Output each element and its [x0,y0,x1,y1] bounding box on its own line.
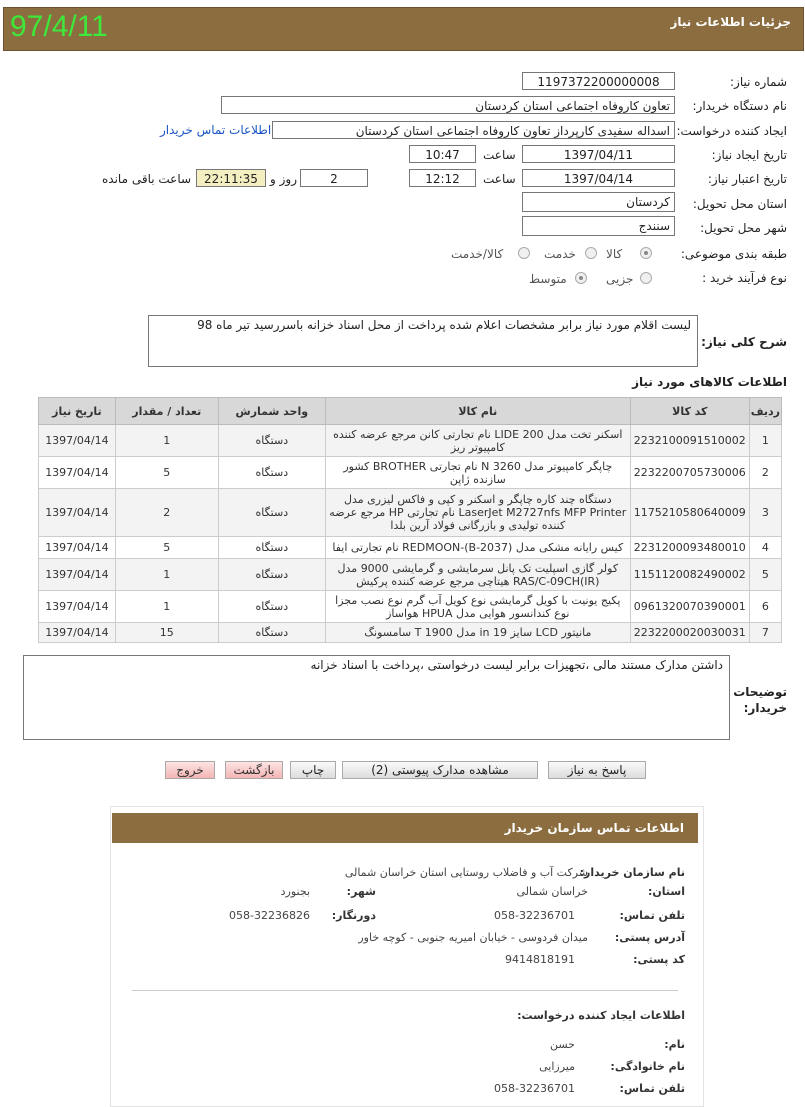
cell-unit: دستگاه [218,537,325,559]
category-goods-label: کالا [606,247,623,261]
cell-date: 1397/04/14 [39,591,116,623]
creator-family-label: نام خانوادگی: [610,1060,685,1073]
category-radio-goods-service[interactable] [518,247,530,259]
cell-qty: 1 [115,559,218,591]
province-label: استان محل تحویل: [692,197,787,211]
buyer-contact-link[interactable]: اطلاعات تماس خریدار [160,123,272,137]
buyer-notes-field: داشتن مدارک مستند مالی ،تجهیزات برابر لیست درخواستی ،پرداخت با اسناد خزانه [23,655,730,740]
cell-row: 6 [749,591,781,623]
cell-unit: دستگاه [218,559,325,591]
header-date: 97/4/11 [10,10,108,43]
validity-date-field: 1397/04/14 [522,169,675,187]
org-value: شرکت آب و فاضلاب روستایی استان خراسان شمالی [344,866,588,879]
cell-date: 1397/04/14 [39,537,116,559]
col-unit: واحد شمارش [218,398,325,425]
cell-qty: 5 [115,537,218,559]
cell-code: 1175210580640009 [630,489,749,537]
back-button[interactable]: بازگشت [225,761,283,779]
contact-panel-title: اطلاعات تماس سازمان خریدار [504,821,684,835]
process-radio-minor[interactable] [640,272,652,284]
table-row [39,457,782,489]
need-number-label: شماره نیاز: [730,75,787,89]
panel-postal-value: 9414818191 [505,953,575,966]
col-name: نام کالا [325,398,630,425]
print-button[interactable]: چاپ [290,761,336,779]
attachments-button[interactable]: مشاهده مدارک پیوستی (2) [342,761,538,779]
table-row [39,623,782,643]
buyer-org-label: نام دستگاه خریدار: [692,99,787,113]
cell-unit: دستگاه [218,623,325,643]
col-row: ردیف [749,398,781,425]
creator-name-label: نام: [664,1038,685,1051]
cell-date: 1397/04/14 [39,559,116,591]
created-time-field: 10:47 [409,145,476,163]
creator-family-value: میرزایی [539,1060,575,1073]
days-label: روز و [270,172,297,186]
cell-name: اسکنر تخت مدل LIDE 200 نام تجارتی کانن مرجع عرضه کننده کامپیوتر ریز [325,425,630,457]
description-field: لیست اقلام مورد نیاز برابر مشخصات اعلام شده پرداخت از محل اسناد خزانه باسررسید تیر ماه 98 [148,315,698,367]
panel-province-label: استان: [648,885,685,898]
panel-city-label: شهر: [346,885,376,898]
reply-button[interactable]: پاسخ به نیاز [548,761,646,779]
cell-date: 1397/04/14 [39,489,116,537]
created-date-field: 1397/04/11 [522,145,675,163]
panel-province-value: خراسان شمالی [516,885,588,898]
cell-code: 2232200020030031 [630,623,749,643]
province-field: کردستان [522,192,675,212]
items-table [38,397,782,643]
panel-postal-label: کد پستی: [633,953,685,966]
validity-date-label: تاریخ اعتبار نیاز: [707,172,787,186]
creator-section-title: اطلاعات ایجاد کننده درخواست: [517,1009,685,1022]
created-time-label: ساعت [483,148,516,162]
panel-fax-value: 058-32236826 [229,909,310,922]
process-minor-label: جزیی [606,272,634,286]
process-label: نوع فرآیند خرید : [702,271,787,285]
category-goods-service-label: کالا/خدمت [451,247,504,261]
table-row [39,425,782,457]
cell-unit: دستگاه [218,591,325,623]
cell-name: چاپگر کامپیوتر مدل N 3260 نام تجارتی BROTHER کشور سازنده ژاپن [325,457,630,489]
cell-unit: دستگاه [218,425,325,457]
table-row [39,489,782,537]
creator-name-value: حسن [550,1038,575,1051]
contact-panel-header [112,813,698,843]
creator-label: ایجاد کننده درخواست: [676,124,787,138]
need-number-field: 1197372200000008 [522,72,675,90]
cell-name: پکیج یونیت با کویل گرمایشی نوع کویل آب گرم نوع نصب مجزا نوع کندانسور هوایی مدل HPUA هواساز [325,591,630,623]
cell-name: دستگاه چند کاره چاپگر و اسکنر و کپی و فاکس لیزری مدل LaserJet M2727nfs MFP Printer نام تجارتی HP مرجع عرضه کننده تولیدی و بازرگانی فولاد آرین بلدا [325,489,630,537]
cell-qty: 15 [115,623,218,643]
process-radio-medium[interactable] [575,272,587,284]
table-row [39,559,782,591]
process-medium-label: متوسط [529,272,567,286]
cell-name: مانیتور LCD سایز 19 in مدل T 1900 سامسونگ [325,623,630,643]
buyer-org-field: تعاون کاروفاه اجتماعی استان کردستان [221,96,675,114]
cell-unit: دستگاه [218,489,325,537]
page-title: جزئیات اطلاعات نیاز [670,15,791,29]
validity-time-label: ساعت [483,172,516,186]
exit-button[interactable]: خروج [165,761,215,779]
cell-row: 7 [749,623,781,643]
cell-code: 2231200093480010 [630,537,749,559]
city-label: شهر محل تحویل: [700,221,787,235]
cell-code: 0961320070390001 [630,591,749,623]
cell-code: 2232100091510002 [630,425,749,457]
cell-row: 1 [749,425,781,457]
remaining-time-label: ساعت باقی مانده [102,172,192,186]
cell-qty: 5 [115,457,218,489]
cell-name: کولر گازی اسپلیت تک پانل سرمایشی و گرمایشی 9000 مدل RAS/C-09CH(IR) هیتاچی مرجع عرضه کننده پرکیش [325,559,630,591]
org-label: نام سازمان خریدار: [579,866,685,879]
cell-row: 4 [749,537,781,559]
panel-fax-label: دورنگار: [331,909,376,922]
category-service-label: خدمت [544,247,576,261]
cell-unit: دستگاه [218,457,325,489]
creator-phone-value: 058-32236701 [494,1082,575,1095]
created-date-label: تاریخ ایجاد نیاز: [711,148,787,162]
description-label: شرح کلی نیاز: [701,335,787,349]
buyer-notes-label: توضیحات خریدار: [733,685,787,715]
cell-date: 1397/04/14 [39,457,116,489]
table-row [39,591,782,623]
panel-divider [132,990,678,991]
cell-qty: 2 [115,489,218,537]
validity-time-field: 12:12 [409,169,476,187]
col-code: کد کالا [630,398,749,425]
cell-qty: 1 [115,425,218,457]
category-label: طبقه بندی موضوعی: [680,247,787,261]
col-date: تاریخ نیاز [39,398,116,425]
city-field: سنندج [522,216,675,236]
creator-phone-label: تلفن تماس: [619,1082,685,1095]
col-qty: تعداد / مقدار [115,398,218,425]
panel-address-value: میدان فردوسی - خیابان امیریه جنوبی - کوچه خاور [358,931,588,944]
cell-qty: 1 [115,591,218,623]
page-header [3,7,804,51]
items-title: اطلاعات کالاهای مورد نیاز [632,375,787,389]
table-row [39,537,782,559]
cell-code: 2232200705730006 [630,457,749,489]
creator-field: اسداله سفیدی کارپرداز تعاون کاروفاه اجتماعی استان کردستان [272,121,675,139]
panel-phone-label: تلفن تماس: [619,909,685,922]
cell-date: 1397/04/14 [39,623,116,643]
cell-row: 2 [749,457,781,489]
remaining-time-field: 22:11:35 [196,169,266,187]
items-table-header [39,398,782,425]
cell-row: 3 [749,489,781,537]
cell-code: 1151120082490002 [630,559,749,591]
cell-date: 1397/04/14 [39,425,116,457]
panel-address-label: آدرس پستی: [614,931,685,944]
panel-city-value: بجنورد [280,885,310,898]
category-radio-goods[interactable] [640,247,652,259]
cell-name: کیس رایانه مشکی مدل REDMOON-(B-2037) نام تجارتی ایفا [325,537,630,559]
days-remaining-field: 2 [300,169,368,187]
cell-row: 5 [749,559,781,591]
category-radio-service[interactable] [585,247,597,259]
panel-phone-value: 058-32236701 [494,909,575,922]
